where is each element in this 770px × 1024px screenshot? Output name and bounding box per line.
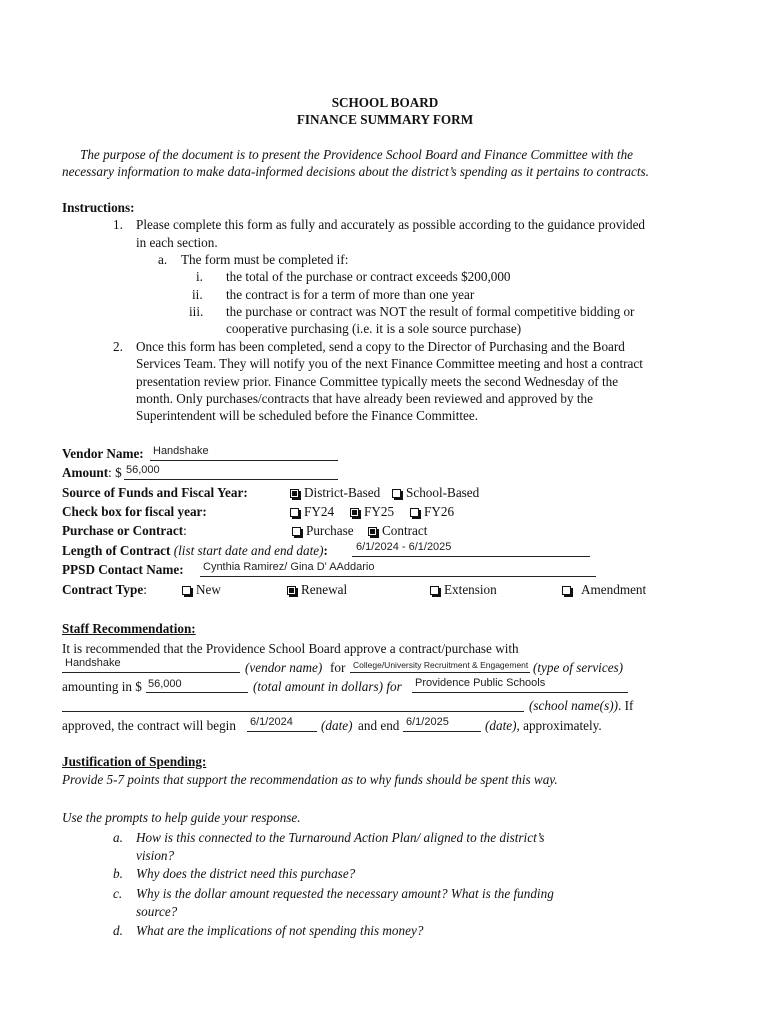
contact-underline (200, 576, 596, 577)
contract-option[interactable] (368, 522, 427, 539)
fy25-checkbox[interactable] (350, 508, 359, 517)
length-hint: (list start date and end date) (173, 543, 324, 558)
instruction-2-line3: presentation review prior. Finance Committee typically meets the second Wednesday of the (136, 374, 619, 389)
ppsd-contact-field[interactable]: Cynthia Ramirez/ Gina D' AAddario (203, 561, 375, 573)
rec-amount-field[interactable]: 56,000 (148, 678, 182, 690)
contract-type-colon: : (143, 582, 147, 597)
prompt-a-line1: How is this connected to the Turnaround Action Plan/ aligned to the district’s (136, 830, 545, 845)
instruction-1-line1: Please complete this form as fully and accurately as possible according to the guidance provided (136, 217, 646, 232)
rec-and-end-text: and end (358, 718, 400, 733)
purchase-option[interactable] (292, 522, 354, 539)
criterion-iii-line2: cooperative purchasing (i.e. it is a sole source purchase) (226, 321, 522, 336)
rec-begin-date-field[interactable]: 6/1/2024 (250, 716, 293, 728)
extension-checkbox[interactable] (430, 586, 439, 595)
fy26-label: FY26 (424, 504, 455, 519)
rec-school-underline (412, 692, 628, 693)
amount-field[interactable]: 56,000 (126, 464, 160, 476)
staff-recommendation-heading: Staff Recommendation: (62, 621, 196, 636)
district-based-label: District-Based (304, 485, 381, 500)
criterion-iii-number: iii. (189, 304, 204, 319)
purpose-line2: necessary information to make data-informed decisions about the district’s spending as it pertains to contracts. (62, 164, 649, 179)
prompt-c-number: c. (113, 886, 123, 901)
form-title-line2: FINANCE SUMMARY FORM (296, 112, 474, 127)
rec-school-hint: (school name(s)) (529, 698, 618, 713)
amount-dollar: : $ (108, 465, 122, 480)
rec-amount-underline (146, 692, 248, 693)
justification-subheading: Provide 5-7 points that support the recommendation as to why funds should be spent this way. (62, 772, 558, 787)
rec-services-underline (350, 672, 530, 673)
type-renewal-option[interactable] (287, 581, 347, 598)
amount-label: Amount (62, 465, 109, 480)
school-based-label: School-Based (406, 485, 480, 500)
fy25-label: FY25 (364, 504, 395, 519)
school-based-checkbox[interactable] (392, 489, 401, 498)
purchase-checkbox[interactable] (292, 527, 301, 536)
criterion-ii-text: the contract is for a term of more than one year (226, 287, 475, 302)
prompt-d-number: d. (113, 923, 123, 938)
amount-underline (124, 479, 338, 480)
new-checkbox[interactable] (182, 586, 191, 595)
fy26-option[interactable] (410, 503, 454, 520)
contract-label: Contract (382, 523, 428, 538)
rec-amount-hint: (total amount in dollars) for (253, 679, 402, 694)
contract-type-label: Contract Type (62, 582, 144, 597)
fy26-checkbox[interactable] (410, 508, 419, 517)
amendment-label: Amendment (581, 582, 647, 597)
fy24-option[interactable] (290, 503, 334, 520)
district-based-checkbox[interactable] (290, 489, 299, 498)
contract-checkbox[interactable] (368, 527, 377, 536)
rec-if-text: . If (618, 698, 634, 713)
criterion-i-number: i. (196, 269, 203, 284)
fy24-checkbox[interactable] (290, 508, 299, 517)
length-underline (352, 556, 590, 557)
purchase-or-contract-label: Purchase or Contract (62, 523, 184, 538)
instruction-2-line4: month. Only purchases/contracts that have already been reviewed and approved by the (136, 391, 593, 406)
amendment-checkbox[interactable] (562, 586, 571, 595)
type-amendment-option[interactable] (562, 581, 646, 598)
rec-for-word: for (330, 660, 346, 675)
rec-end-underline (403, 731, 481, 732)
prompt-c-line1: Why is the dollar amount requested the necessary amount? What is the funding (136, 886, 554, 901)
fy24-label: FY24 (304, 504, 335, 519)
rec-services-hint: (type of services) (533, 660, 624, 675)
criterion-ii-number: ii. (192, 287, 203, 302)
justification-heading: Justification of Spending: (62, 754, 207, 769)
prompt-a-number: a. (113, 830, 123, 845)
rec-end-date-field[interactable]: 6/1/2025 (406, 716, 449, 728)
vendor-name-label: Vendor Name: (62, 446, 144, 461)
type-new-option[interactable] (182, 581, 221, 598)
prompt-b-text: Why does the district need this purchase? (136, 866, 356, 881)
length-of-contract-field[interactable]: 6/1/2024 - 6/1/2025 (356, 541, 452, 553)
recommendation-intro: It is recommended that the Providence School Board approve a contract/purchase with (62, 641, 519, 656)
type-extension-option[interactable] (430, 581, 497, 598)
rec-school-underline-2 (62, 711, 524, 712)
prompt-b-number: b. (113, 866, 123, 881)
rec-approx-text: , approximately. (516, 718, 602, 733)
purchase-colon: : (183, 523, 187, 538)
prompt-a-line2: vision? (136, 848, 175, 863)
source-school-option[interactable] (392, 484, 479, 501)
prompt-c-line2: source? (136, 904, 178, 919)
purchase-label: Purchase (306, 523, 354, 538)
rec-begin-underline (247, 731, 317, 732)
vendor-name-underline (150, 460, 338, 461)
prompts-intro: Use the prompts to help guide your response. (62, 810, 301, 825)
instruction-2-line1: Once this form has been completed, send a copy to the Director of Purchasing and the Board (136, 339, 625, 354)
source-of-funds-label: Source of Funds and Fiscal Year: (62, 485, 248, 500)
instructions-heading: Instructions: (62, 200, 135, 215)
instruction-1a-text: The form must be completed if: (181, 252, 349, 267)
rec-approved-text: approved, the contract will begin (62, 718, 236, 733)
new-label: New (196, 582, 221, 597)
rec-vendor-field[interactable]: Handshake (65, 657, 121, 669)
form-title-line1: SCHOOL BOARD (331, 95, 439, 110)
rec-amounting-text: amounting in $ (62, 679, 142, 694)
instruction-2-number: 2. (113, 339, 123, 354)
source-district-option[interactable] (290, 484, 380, 501)
renewal-label: Renewal (301, 582, 348, 597)
rec-end-date-hint: (date) (485, 718, 517, 733)
instruction-2-line2: Services Team. They will notify you of the next Finance Committee meeting and host a contract (136, 356, 643, 371)
instruction-1-line2: in each section. (136, 235, 218, 250)
rec-begin-date-hint: (date) (321, 718, 353, 733)
prompt-d-text: What are the implications of not spending this money? (136, 923, 424, 938)
criterion-iii-line1: the purchase or contract was NOT the result of formal competitive bidding or (226, 304, 635, 319)
length-colon: : (323, 543, 328, 558)
rec-vendor-hint: (vendor name) (245, 660, 323, 675)
purpose-line1: The purpose of the document is to present the Providence School Board and Finance Committee with the (80, 147, 634, 162)
extension-label: Extension (444, 582, 497, 597)
instruction-1a-number: a. (158, 252, 168, 267)
length-of-contract-label: Length of Contract (62, 543, 171, 558)
vendor-name-field[interactable]: Handshake (153, 445, 209, 457)
fy25-option[interactable] (350, 503, 394, 520)
instruction-1-number: 1. (113, 217, 123, 232)
ppsd-contact-label: PPSD Contact Name: (62, 562, 184, 577)
rec-services-field[interactable]: College/University Recruitment & Engagement (353, 660, 529, 670)
fiscal-year-label: Check box for fiscal year: (62, 504, 207, 519)
instruction-2-line5: Superintendent will be scheduled before the Finance Committee. (136, 408, 479, 423)
criterion-i-text: the total of the purchase or contract exceeds $200,000 (226, 269, 511, 284)
rec-school-field[interactable]: Providence Public Schools (415, 677, 546, 689)
renewal-checkbox[interactable] (287, 586, 296, 595)
rec-vendor-underline (62, 672, 240, 673)
